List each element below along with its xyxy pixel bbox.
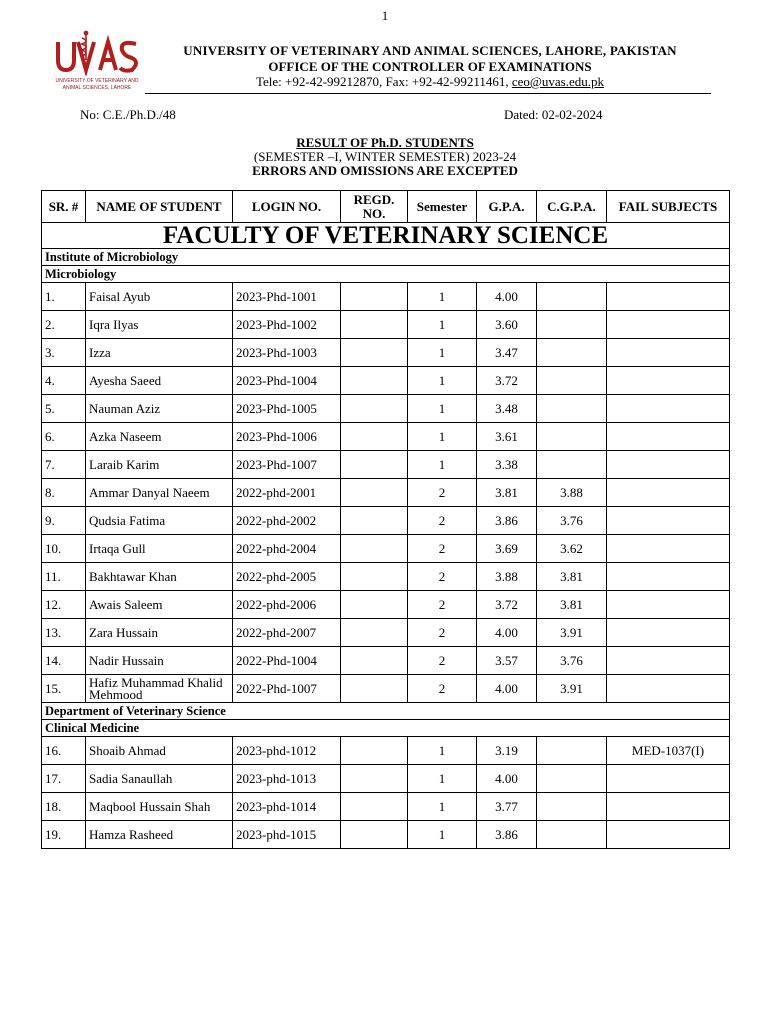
name-cell: Shoaib Ahmad	[86, 737, 233, 765]
cgpa-cell	[537, 311, 607, 339]
col-header-gpa: G.P.A.	[477, 191, 537, 223]
login-cell: 2022-phd-2002	[233, 507, 341, 535]
login-cell: 2022-phd-2004	[233, 535, 341, 563]
semester-cell: 1	[408, 765, 477, 793]
regd-cell	[341, 591, 408, 619]
sr-cell: 2.	[42, 311, 86, 339]
fail-cell	[607, 367, 730, 395]
name-cell: Irtaqa Gull	[86, 535, 233, 563]
semester-cell: 2	[408, 619, 477, 647]
gpa-cell: 3.38	[477, 451, 537, 479]
name-cell: Awais Saleem	[86, 591, 233, 619]
sr-cell: 19.	[42, 821, 86, 849]
login-cell: 2022-Phd-1007	[233, 675, 341, 703]
semester-cell: 2	[408, 479, 477, 507]
table-row	[42, 311, 730, 339]
login-cell: 2023-Phd-1005	[233, 395, 341, 423]
fail-cell	[607, 423, 730, 451]
fail-cell	[607, 479, 730, 507]
login-cell: 2023-phd-1015	[233, 821, 341, 849]
regd-cell	[341, 283, 408, 311]
table-row	[42, 591, 730, 619]
sr-cell: 7.	[42, 451, 86, 479]
sr-cell: 18.	[42, 793, 86, 821]
regd-cell	[341, 311, 408, 339]
cgpa-cell	[537, 423, 607, 451]
semester-cell: 2	[408, 647, 477, 675]
sr-cell: 12.	[42, 591, 86, 619]
login-cell: 2022-phd-2007	[233, 619, 341, 647]
gpa-cell: 4.00	[477, 675, 537, 703]
gpa-cell: 3.48	[477, 395, 537, 423]
table-row	[42, 535, 730, 563]
institute-row	[42, 249, 730, 266]
table-header-row	[42, 191, 730, 223]
faculty-row	[42, 223, 730, 249]
cgpa-cell: 3.81	[537, 563, 607, 591]
fail-cell: MED-1037(I)	[607, 737, 730, 765]
login-cell: 2022-Phd-1004	[233, 647, 341, 675]
institute-label: Institute of Microbiology	[42, 249, 730, 266]
uvas-logo	[54, 30, 140, 94]
login-cell: 2023-phd-1014	[233, 793, 341, 821]
semester-cell: 2	[408, 591, 477, 619]
fail-cell	[607, 311, 730, 339]
col-header-sr: SR. #	[42, 191, 86, 223]
table-row	[42, 563, 730, 591]
cgpa-cell	[537, 283, 607, 311]
regd-cell	[341, 451, 408, 479]
uvas-logo-mark	[54, 30, 140, 76]
table-row	[42, 423, 730, 451]
fail-cell	[607, 647, 730, 675]
regd-cell	[341, 821, 408, 849]
cgpa-cell	[537, 793, 607, 821]
gpa-cell: 3.69	[477, 535, 537, 563]
cgpa-cell: 3.91	[537, 619, 607, 647]
name-cell: Nauman Aziz	[86, 395, 233, 423]
fail-cell	[607, 507, 730, 535]
name-cell: Maqbool Hussain Shah	[86, 793, 233, 821]
regd-cell	[341, 535, 408, 563]
faculty-title: FACULTY OF VETERINARY SCIENCE	[42, 223, 730, 249]
result-title: RESULT OF Ph.D. STUDENTS	[296, 135, 474, 150]
name-cell: Bakhtawar Khan	[86, 563, 233, 591]
semester-cell: 2	[408, 535, 477, 563]
col-header-name: NAME OF STUDENT	[86, 191, 233, 223]
sr-cell: 11.	[42, 563, 86, 591]
name-cell: Nadir Hussain	[86, 647, 233, 675]
cgpa-cell: 3.88	[537, 479, 607, 507]
name-cell: Hafiz Muhammad Khalid Mehmood	[86, 675, 233, 703]
cgpa-cell: 3.81	[537, 591, 607, 619]
login-cell: 2022-phd-2001	[233, 479, 341, 507]
login-cell: 2022-phd-2006	[233, 591, 341, 619]
fail-cell	[607, 563, 730, 591]
regd-cell	[341, 367, 408, 395]
gpa-cell: 4.00	[477, 765, 537, 793]
header-divider	[145, 93, 711, 94]
university-name: UNIVERSITY OF VETERINARY AND ANIMAL SCIENCES, LAHORE, PAKISTAN	[183, 43, 677, 58]
gpa-cell: 3.86	[477, 821, 537, 849]
contact-phone-fax: Tele: +92-42-99212870, Fax: +92-42-99211461,	[255, 74, 512, 89]
gpa-cell: 3.57	[477, 647, 537, 675]
sr-cell: 1.	[42, 283, 86, 311]
semester-cell: 1	[408, 283, 477, 311]
gpa-cell: 3.72	[477, 367, 537, 395]
semester-cell: 1	[408, 311, 477, 339]
name-cell: Faisal Ayub	[86, 283, 233, 311]
cgpa-cell	[537, 451, 607, 479]
name-cell: Qudsia Fatima	[86, 507, 233, 535]
cgpa-cell: 3.62	[537, 535, 607, 563]
col-header-semester: Semester	[408, 191, 477, 223]
table-row	[42, 675, 730, 703]
col-header-regd: REGD. NO.	[341, 191, 408, 223]
name-cell: Ayesha Saeed	[86, 367, 233, 395]
sr-cell: 6.	[42, 423, 86, 451]
cgpa-cell	[537, 737, 607, 765]
results-table	[41, 190, 730, 849]
gpa-cell: 3.60	[477, 311, 537, 339]
regd-cell	[341, 765, 408, 793]
login-cell: 2023-Phd-1006	[233, 423, 341, 451]
semester-cell: 2	[408, 507, 477, 535]
sr-cell: 5.	[42, 395, 86, 423]
name-cell: Azka Naseem	[86, 423, 233, 451]
col-header-fail: FAIL SUBJECTS	[607, 191, 730, 223]
login-cell: 2022-phd-2005	[233, 563, 341, 591]
sr-cell: 10.	[42, 535, 86, 563]
name-cell: Hamza Rasheed	[86, 821, 233, 849]
col-header-cgpa: C.G.P.A.	[537, 191, 607, 223]
fail-cell	[607, 591, 730, 619]
gpa-cell: 3.61	[477, 423, 537, 451]
cgpa-cell: 3.91	[537, 675, 607, 703]
regd-cell	[341, 395, 408, 423]
gpa-cell: 4.00	[477, 283, 537, 311]
sr-cell: 13.	[42, 619, 86, 647]
gpa-cell: 4.00	[477, 619, 537, 647]
department-label: Microbiology	[42, 266, 730, 283]
contact-line	[145, 74, 715, 90]
cgpa-cell	[537, 367, 607, 395]
cgpa-cell: 3.76	[537, 507, 607, 535]
login-cell: 2023-Phd-1002	[233, 311, 341, 339]
fail-cell	[607, 821, 730, 849]
table-row	[42, 619, 730, 647]
fail-cell	[607, 675, 730, 703]
cgpa-cell	[537, 821, 607, 849]
logo-line-1: UNIVERSITY OF VETERINARY AND	[55, 78, 139, 84]
gpa-cell: 3.72	[477, 591, 537, 619]
login-cell: 2023-Phd-1003	[233, 339, 341, 367]
table-row	[42, 395, 730, 423]
institute-row	[42, 703, 730, 720]
semester-line: (SEMESTER –I, WINTER SEMESTER) 2023-24	[253, 149, 517, 164]
sr-cell: 16.	[42, 737, 86, 765]
sr-cell: 8.	[42, 479, 86, 507]
sr-cell: 4.	[42, 367, 86, 395]
name-cell: Izza	[86, 339, 233, 367]
regd-cell	[341, 479, 408, 507]
fail-cell	[607, 395, 730, 423]
date: Dated: 02-02-2024	[504, 107, 603, 122]
name-cell: Iqra Ilyas	[86, 311, 233, 339]
regd-cell	[341, 339, 408, 367]
semester-cell: 1	[408, 451, 477, 479]
table-row	[42, 793, 730, 821]
semester-cell: 1	[408, 339, 477, 367]
cgpa-cell: 3.76	[537, 647, 607, 675]
reference-number: No: C.E./Ph.D./48	[80, 107, 176, 122]
regd-cell	[341, 563, 408, 591]
department-label: Clinical Medicine	[42, 720, 730, 737]
semester-cell: 2	[408, 675, 477, 703]
fail-cell	[607, 283, 730, 311]
fail-cell	[607, 535, 730, 563]
fail-cell	[607, 619, 730, 647]
office-name: OFFICE OF THE CONTROLLER OF EXAMINATIONS	[268, 59, 592, 74]
regd-cell	[341, 507, 408, 535]
regd-cell	[341, 619, 408, 647]
login-cell: 2023-Phd-1001	[233, 283, 341, 311]
institute-label: Department of Veterinary Science	[42, 703, 730, 720]
regd-cell	[341, 737, 408, 765]
gpa-cell: 3.19	[477, 737, 537, 765]
name-cell: Ammar Danyal Naeem	[86, 479, 233, 507]
logo-line-2: ANIMAL SCIENCES, LAHORE	[62, 85, 132, 91]
table-row	[42, 367, 730, 395]
login-cell: 2023-Phd-1004	[233, 367, 341, 395]
gpa-cell: 3.47	[477, 339, 537, 367]
login-cell: 2023-Phd-1007	[233, 451, 341, 479]
table-row	[42, 647, 730, 675]
semester-cell: 1	[408, 423, 477, 451]
regd-cell	[341, 647, 408, 675]
semester-cell: 1	[408, 737, 477, 765]
page-number: 1	[381, 8, 389, 23]
gpa-cell: 3.86	[477, 507, 537, 535]
sr-cell: 14.	[42, 647, 86, 675]
sr-cell: 3.	[42, 339, 86, 367]
sr-cell: 9.	[42, 507, 86, 535]
regd-cell	[341, 793, 408, 821]
semester-cell: 1	[408, 367, 477, 395]
name-cell: Laraib Karim	[86, 451, 233, 479]
table-row	[42, 283, 730, 311]
sr-cell: 15.	[42, 675, 86, 703]
name-cell: Zara Hussain	[86, 619, 233, 647]
semester-cell: 1	[408, 821, 477, 849]
table-row	[42, 737, 730, 765]
fail-cell	[607, 793, 730, 821]
table-row	[42, 479, 730, 507]
semester-cell: 1	[408, 395, 477, 423]
table-row	[42, 451, 730, 479]
regd-cell	[341, 675, 408, 703]
fail-cell	[607, 339, 730, 367]
table-row	[42, 339, 730, 367]
table-row	[42, 821, 730, 849]
contact-email[interactable]: ceo@uvas.edu.pk	[511, 74, 605, 89]
errors-line: ERRORS AND OMISSIONS ARE EXCEPTED	[252, 163, 518, 178]
table-row	[42, 507, 730, 535]
department-row	[42, 720, 730, 737]
gpa-cell: 3.81	[477, 479, 537, 507]
cgpa-cell	[537, 395, 607, 423]
semester-cell: 2	[408, 563, 477, 591]
name-cell: Sadia Sanaullah	[86, 765, 233, 793]
col-header-login: LOGIN NO.	[233, 191, 341, 223]
table-row	[42, 765, 730, 793]
gpa-cell: 3.88	[477, 563, 537, 591]
fail-cell	[607, 451, 730, 479]
login-cell: 2023-phd-1013	[233, 765, 341, 793]
fail-cell	[607, 765, 730, 793]
regd-cell	[341, 423, 408, 451]
department-row	[42, 266, 730, 283]
cgpa-cell	[537, 765, 607, 793]
cgpa-cell	[537, 339, 607, 367]
semester-cell: 1	[408, 793, 477, 821]
login-cell: 2023-phd-1012	[233, 737, 341, 765]
sr-cell: 17.	[42, 765, 86, 793]
gpa-cell: 3.77	[477, 793, 537, 821]
